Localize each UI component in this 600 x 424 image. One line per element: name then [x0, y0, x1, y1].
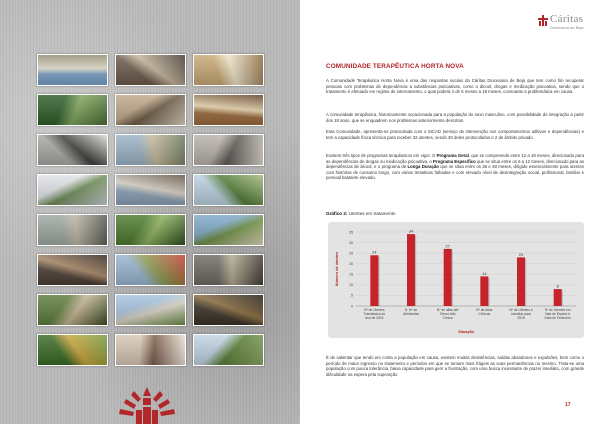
data-label: 23 [518, 252, 524, 257]
paragraph-population: A comunidade terapêutica, historicamente vocacionada para a população do sexo masculino, com possibilidade de integração a partir dos 18 anos, que se enquadrem nos problemas anteriormente descritos. [326, 112, 584, 123]
photo-room-interior [193, 54, 264, 86]
data-label: 8 [556, 284, 559, 289]
paragraph-conclusion: É de salientar que tendo em conta a população em causa, existem muitas desistências, saídas abandonos e expulsões, bem como o período de maior ingresso no tratamento e períodos em que se tornam mais frágeis as suas permanências no mesmo. Trata-se uma população com pouca tolerância, baixa capacidade para gerir a frustração, com uma busca incessante de prazer imediato, com grande dificuldade na espera pela superação [326, 355, 584, 377]
data-label: 34 [408, 229, 414, 234]
chart-caption [326, 211, 395, 216]
x-axis-label: Situação [458, 330, 474, 334]
photo-workshop [193, 254, 264, 286]
photo-kitchen [193, 134, 264, 166]
photo-grid [37, 54, 264, 366]
y-tick-label: 0 [351, 304, 353, 309]
y-tick-label: 25 [349, 251, 353, 256]
y-tick-label: 10 [349, 283, 353, 288]
article-title: COMUNIDADE TERAPÊUTICA HORTA NOVA [326, 63, 464, 70]
chart-caption-label: Gráfico 2: [326, 211, 348, 216]
photo-house-garden [115, 294, 186, 326]
programs-text-2: , que se compreende entre 12 a 18 meses, direcionado para as dependências de drogas ou medicação psicoativa, o [326, 153, 584, 164]
caritas-logo [538, 14, 594, 32]
photo-group-meal [115, 54, 186, 86]
paragraph-programs [326, 153, 584, 181]
caritas-cross-icon [538, 15, 548, 26]
organization-name: Cáritas [550, 13, 584, 25]
y-axis-label: Número de utentes [335, 251, 339, 287]
photo-bedroom [193, 94, 264, 126]
bar [480, 276, 488, 306]
category-label: Nº de Altas Clínicas [476, 308, 493, 316]
chart-panel [328, 222, 584, 338]
photo-greenhouse-crop [37, 174, 108, 206]
photo-flowers-table [115, 334, 186, 366]
page-number: 17 [565, 402, 571, 408]
bar [370, 255, 378, 306]
y-tick-label: 35 [349, 230, 353, 235]
category-label: N. Nº de Admissões [402, 308, 420, 316]
bar [407, 234, 415, 306]
paragraph-intro: A Comunidade Terapêutica Horta Nova é uma das respostas sociais da Cáritas Diocesana de Beja que tem como fim recuperar pessoas com problemas de dependência a substâncias psicoativas, como o álcool, drogas e medicação psicoativa, sendo que o tratamento é efetuado em regime de internamento, o qual poderá ir de 6 meses a 18 meses, consoante a problemática em causa. [326, 78, 584, 95]
photo-parking-lot [37, 214, 108, 246]
category-label: Nº de Utentes em lista de Espera à Data de Fevereiro [544, 308, 571, 320]
bar-chart [328, 222, 584, 338]
photo-people-lawn [193, 214, 264, 246]
photo-meeting-room [37, 134, 108, 166]
program-specific-label: Programa Específico [433, 158, 476, 164]
photo-workers-fields [115, 174, 186, 206]
chart-caption-text: Utentes em tratamento [347, 211, 396, 216]
bar [554, 289, 562, 306]
caritas-emblem-icon [112, 383, 182, 424]
programs-text-1: Existem três tipos de programas terapêuticos em vigor, O [326, 153, 437, 158]
photo-fruit-closeup [37, 334, 108, 366]
y-tick-label: 20 [349, 262, 353, 267]
photo-outdoor-sport [115, 134, 186, 166]
photo-group-performance [37, 254, 108, 286]
category-label: Nº de Utentes Transitados do ano de 2016 [363, 308, 386, 320]
program-long-label: Longa Duração [407, 164, 439, 170]
photo-dining-room [115, 94, 186, 126]
category-label: Nº de altas até Termo Alta Clínica [436, 308, 459, 320]
photo-vineyard [193, 334, 264, 366]
bar [444, 249, 452, 306]
photo-outdoor-gathering [37, 294, 108, 326]
photo-tractor [115, 254, 186, 286]
y-tick-label: 30 [349, 240, 353, 245]
program-general-label: Programa Geral [436, 153, 469, 158]
photo-garden-beds [193, 174, 264, 206]
data-label: 27 [445, 244, 450, 249]
photo-building-exterior [37, 54, 108, 86]
category-label: Nº de Utentes a transitar para 2018 [509, 308, 533, 320]
y-tick-label: 5 [351, 293, 353, 298]
organization-subtitle: Diocesana de Beja [550, 25, 584, 30]
programs-text-3: que se situa entre os 6 a 12 meses, direcionado para as dependências de álcool, e o programa de [326, 158, 584, 170]
y-tick-label: 15 [349, 272, 353, 277]
photo-cabbage-field [37, 94, 108, 126]
bar [517, 257, 525, 306]
programs-text-4: que se situa entre os 36 e 48 meses, dirigido essencialmente para utentes com histórias de consumo longo, com várias tentativas falhadas e com elevado nível de desintegração social, profissional, familiar e pessoal bastante elevado. [326, 164, 584, 181]
photo-vegetable-rows [115, 214, 186, 246]
data-label: 24 [372, 250, 377, 255]
paragraph-protocol: Esta Comunidade, apresenta-se protocolada com o SICAD (serviço de intervenção nos comportamentos aditivos e dependências) e tem a capacidade física técnica para receber 32 utentes, sendo 30 deles protocolados e 2 de âmbito privado. [326, 129, 584, 140]
data-label: 14 [482, 271, 487, 276]
photo-auditorium [193, 294, 264, 326]
